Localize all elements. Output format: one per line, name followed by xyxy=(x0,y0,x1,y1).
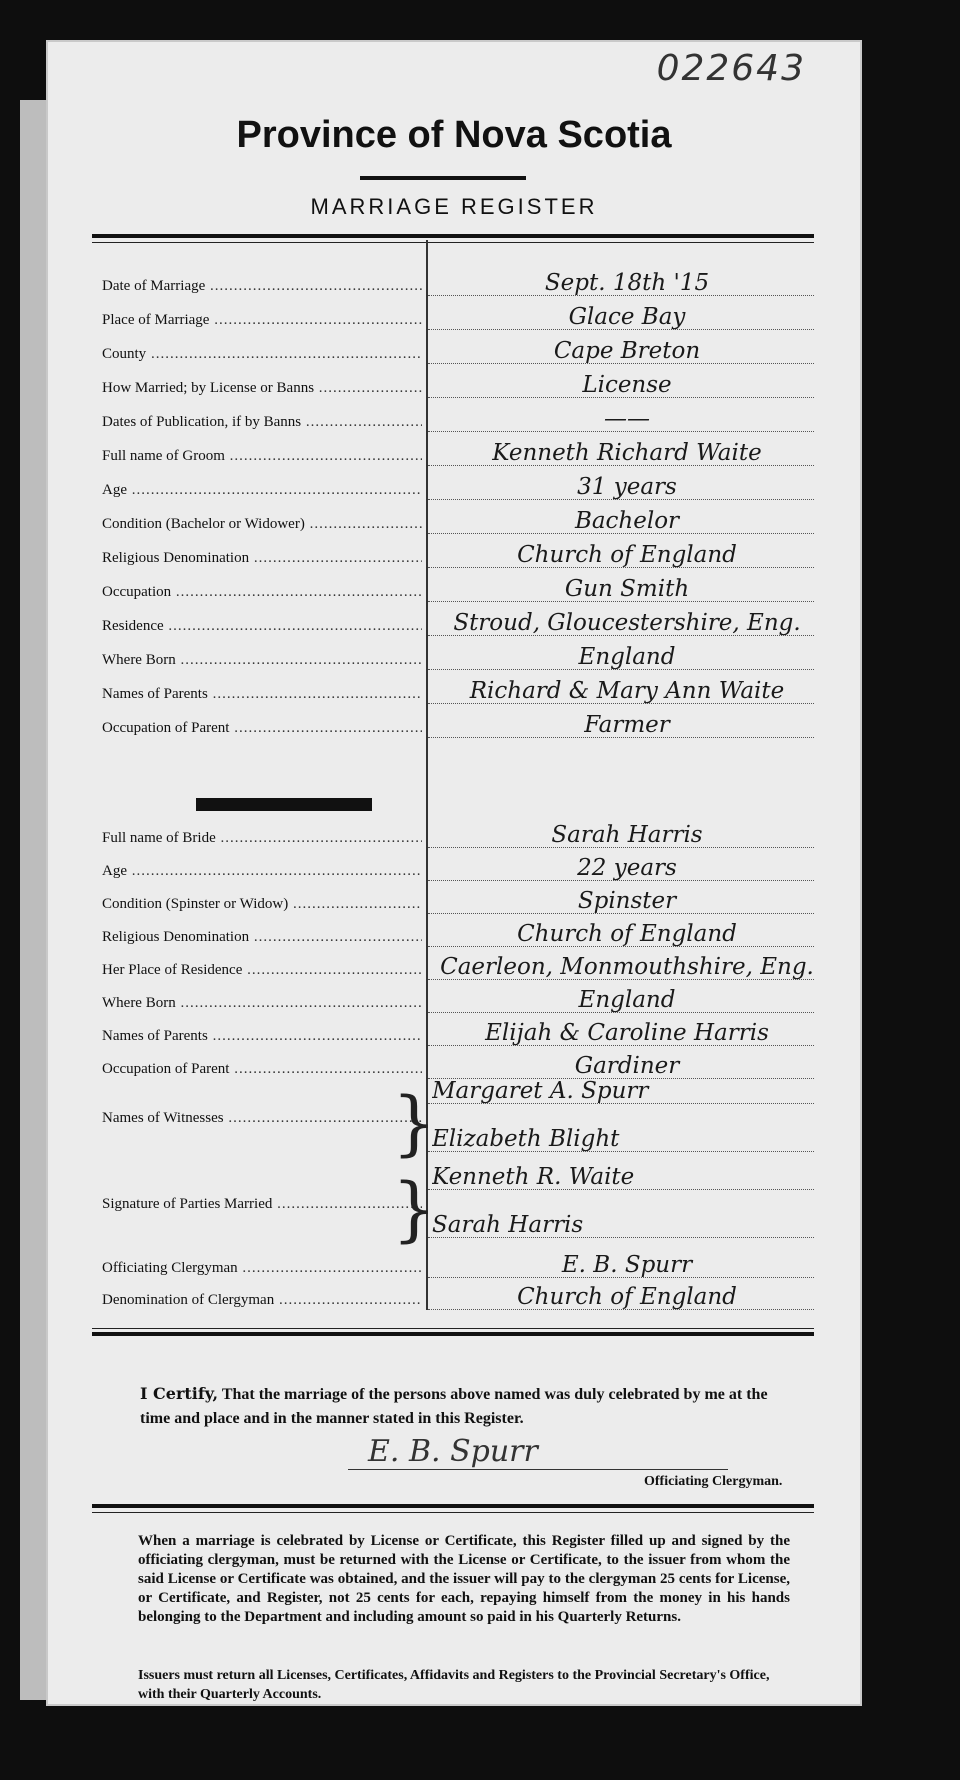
certify-rule xyxy=(92,1332,814,1336)
groom-field-value: Sept. 18th '15 xyxy=(544,270,710,296)
groom-field-dots xyxy=(428,329,814,330)
page-title: Province of Nova Scotia xyxy=(236,114,672,156)
groom-row xyxy=(92,338,814,368)
bride-field-dots xyxy=(428,1045,814,1046)
certify-rule-thin xyxy=(92,1328,814,1329)
bride-field-value: Gardiner xyxy=(574,1053,680,1079)
groom-field-value: Richard & Mary Ann Waite xyxy=(469,678,785,704)
groom-row xyxy=(92,576,814,606)
bride-field-label: Religious Denomination ..... xyxy=(102,929,422,946)
bride-field-dots xyxy=(428,880,814,881)
groom-row xyxy=(92,406,814,436)
groom-field-dots xyxy=(428,363,814,364)
groom-field-label: Condition (Bachelor or Widower) ..... xyxy=(102,516,422,533)
groom-field-value: Glace Bay xyxy=(568,304,686,330)
groom-field-dots xyxy=(428,669,814,670)
groom-field-value: Kenneth Richard Waite xyxy=(492,440,762,466)
witnesses-brace: } xyxy=(392,1082,437,1164)
bride-row xyxy=(92,954,814,984)
groom-row xyxy=(92,270,814,300)
groom-field-value: Farmer xyxy=(584,712,670,738)
bride-field-dots xyxy=(428,913,814,914)
groom-field-label: Occupation of Parent ..... xyxy=(102,720,422,737)
clergy-denomination-label: Denomination of Clergyman ..... xyxy=(102,1292,422,1309)
groom-field-dots xyxy=(428,601,814,602)
certify-lead: I Certify, xyxy=(140,1384,219,1403)
groom-field-value: England xyxy=(578,644,676,670)
bride-field-label: Condition (Spinster or Widow) ..... xyxy=(102,896,422,913)
groom-field-dots xyxy=(428,737,814,738)
groom-row xyxy=(92,610,814,640)
witness-2-signature: Elizabeth Blight xyxy=(432,1126,620,1152)
groom-field-label: How Married; by License or Banns ..... xyxy=(102,380,422,397)
bride-field-dots xyxy=(428,1078,814,1079)
bride-field-dots xyxy=(428,847,814,848)
groom-row xyxy=(92,440,814,470)
groom-row xyxy=(92,678,814,708)
bride-field-dots xyxy=(428,946,814,947)
bride-field-label: Occupation of Parent ..... xyxy=(102,1061,422,1078)
witness-2-dots xyxy=(428,1151,814,1152)
groom-field-label: Date of Marriage ..... xyxy=(102,278,422,295)
bride-section-bar xyxy=(196,798,372,811)
groom-field-label: Where Born ..... xyxy=(102,652,422,669)
parties-brace: } xyxy=(392,1168,437,1250)
groom-field-label: Occupation ..... xyxy=(102,584,422,601)
groom-field-dots xyxy=(428,567,814,568)
bride-row xyxy=(92,855,814,885)
bride-field-value: Caerleon, Monmouthshire, Eng. xyxy=(440,954,814,980)
groom-field-label: Residence ..... xyxy=(102,618,422,635)
bride-field-label: Age ..... xyxy=(102,863,422,880)
groom-row xyxy=(92,542,814,572)
clergyman-row xyxy=(92,1252,814,1282)
groom-field-dots xyxy=(428,465,814,466)
groom-row xyxy=(92,644,814,674)
notice-paragraph: When a marriage is celebrated by License or Certificate, this Register filled up and signed by the officiating clergyman, must be returned with the License or Certificate, to the issuer from whom the said License or Certificate was obtained, and the issuer will pay to the clergyman 25 cents for License, or Certificate, and Register, not 25 cents for each, repaying himself from the money in his hands belonging to the Department and including amount so paid in his Quarterly Returns. xyxy=(138,1533,790,1625)
document-number: 022643 xyxy=(656,48,806,89)
bride-field-value: 22 years xyxy=(577,855,677,881)
bride-row xyxy=(92,822,814,852)
bride-field-value: Sarah Harris xyxy=(551,822,703,848)
bride-field-dots xyxy=(428,1012,814,1013)
groom-field-dots xyxy=(428,295,814,296)
groom-row xyxy=(92,508,814,538)
groom-field-label: Religious Denomination ..... xyxy=(102,550,422,567)
clergy-denomination-value: Church of England xyxy=(517,1284,737,1310)
clergyman-label: Officiating Clergyman ..... xyxy=(102,1260,422,1277)
bride-field-label: Names of Parents ..... xyxy=(102,1028,422,1045)
bride-field-value: England xyxy=(578,987,676,1013)
bride-field-value: Church of England xyxy=(517,921,737,947)
groom-field-value: Bachelor xyxy=(574,508,680,534)
groom-field-label: Names of Parents ..... xyxy=(102,686,422,703)
bride-row xyxy=(92,921,814,951)
bride-field-label: Full name of Bride ..... xyxy=(102,830,422,847)
groom-row xyxy=(92,304,814,334)
party-row-2 xyxy=(92,1212,814,1242)
groom-field-label: Place of Marriage ..... xyxy=(102,312,422,329)
clergyman-dots xyxy=(428,1277,814,1278)
clergy-denomination-row xyxy=(92,1284,814,1314)
groom-field-dots xyxy=(428,397,814,398)
witness-1-signature: Margaret A. Spurr xyxy=(432,1078,649,1104)
bride-signature: Sarah Harris xyxy=(432,1212,584,1238)
bride-field-value: Elijah & Caroline Harris xyxy=(485,1020,769,1046)
groom-field-label: Dates of Publication, if by Banns ..... xyxy=(102,414,422,431)
groom-field-dots xyxy=(428,533,814,534)
groom-field-value: Gun Smith xyxy=(564,576,690,602)
bride-row xyxy=(92,1020,814,1050)
groom-row xyxy=(92,474,814,504)
groom-field-dots xyxy=(428,703,814,704)
certify-statement xyxy=(140,1382,784,1431)
groom-field-label: Full name of Groom ..... xyxy=(102,448,422,465)
groom-field-value: Church of England xyxy=(517,542,737,568)
groom-field-value: License xyxy=(582,372,672,398)
register-page xyxy=(48,42,860,1704)
groom-field-label: County ..... xyxy=(102,346,422,363)
bride-row xyxy=(92,987,814,1017)
groom-field-dots xyxy=(428,635,814,636)
groom-field-value: —— xyxy=(604,406,650,432)
page-edge xyxy=(20,100,48,1700)
certify-caption: Officiating Clergyman. xyxy=(644,1474,783,1489)
title-rule xyxy=(360,176,526,180)
witnesses-label: Names of Witnesses ..... xyxy=(102,1110,422,1127)
clergy-denomination-dots xyxy=(428,1309,814,1310)
bride-field-label: Her Place of Residence ..... xyxy=(102,962,422,979)
groom-field-value: Stroud, Gloucestershire, Eng. xyxy=(453,610,801,636)
header-rule xyxy=(92,234,814,238)
party-2-dots xyxy=(428,1237,814,1238)
bride-field-value: Spinster xyxy=(577,888,677,914)
groom-row xyxy=(92,372,814,402)
groom-field-dots xyxy=(428,431,814,432)
certify-signature: E. B. Spurr xyxy=(348,1434,728,1470)
groom-field-value: 31 years xyxy=(577,474,677,500)
witness-row-2 xyxy=(92,1126,814,1156)
groom-field-label: Age ..... xyxy=(102,482,422,499)
issuers-notice: Issuers must return all Licenses, Certificates, Affidavits and Registers to the Provincial Secretary's Office, with their Quarterly Accounts. xyxy=(138,1668,770,1702)
bride-row xyxy=(92,1053,814,1083)
certify-text: That the marriage of the persons above named was duly celebrated by me at the time and place and in the manner stated in this Register. xyxy=(140,1386,768,1427)
parties-label: Signature of Parties Married ..... xyxy=(102,1196,422,1213)
groom-row xyxy=(92,712,814,742)
bride-field-dots xyxy=(428,979,814,980)
notice-rule xyxy=(92,1504,814,1508)
bride-row xyxy=(92,888,814,918)
bride-field-label: Where Born ..... xyxy=(102,995,422,1012)
groom-field-dots xyxy=(428,499,814,500)
groom-field-value: Cape Breton xyxy=(553,338,701,364)
groom-signature: Kenneth R. Waite xyxy=(432,1164,635,1190)
clergyman-value: E. B. Spurr xyxy=(561,1252,693,1278)
notice-rule-thin xyxy=(92,1512,814,1513)
page-subtitle: MARRIAGE REGISTER xyxy=(310,194,598,219)
header-rule-thin xyxy=(92,242,814,243)
